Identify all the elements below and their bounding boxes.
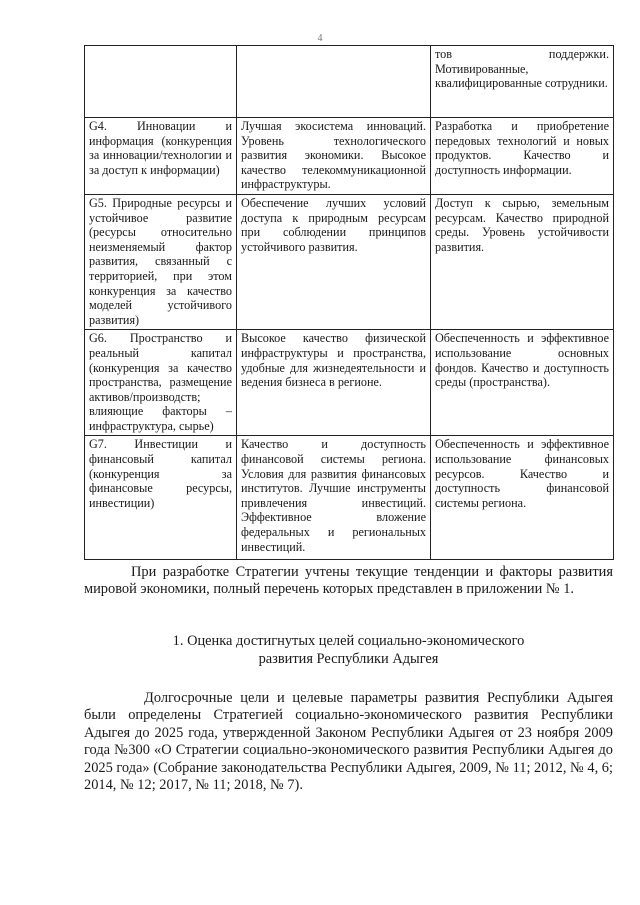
table-cell-conditions: Обеспечение лучших условий доступа к природным ресурсам при соблюдении принципов устойчивого развития.	[237, 194, 431, 329]
table-cell-factor	[85, 46, 237, 118]
table-cell-indicators: Обеспеченность и эффективное использование финансовых ресурсов. Качество и доступность финансовой системы региона.	[431, 436, 614, 560]
page-number: 4	[317, 33, 323, 44]
table-cell-factor: G4. Инновации и информация (конкуренция за инновации/технологии и за доступ к информации)	[85, 118, 237, 195]
table-cell-factor: G7. Инвестиции и финансовый капитал (конкуренция за финансовые ресурсы, инвестиции)	[85, 436, 237, 560]
table-cell-conditions: Качество и доступность финансовой системы региона. Условия для развития финансовых институтов. Лучшие инструменты привлечения инвестиций. Эффективное вложение федеральных и региональных инвестиций.	[237, 436, 431, 560]
table-cell-indicators: Обеспеченность и эффективное использование основных фондов. Качество и доступность среды (пространства).	[431, 330, 614, 436]
table-row	[85, 194, 614, 329]
table-row	[85, 436, 614, 560]
table-cell-indicators: тов поддержки. Мотивированные, квалифицированные сотрудники.	[431, 46, 614, 118]
table-cell-factor: G6. Пространство и реальный капитал (конкуренция за качество пространства, размещение активов/производств; влияющие факторы – инфраструктура, сырье)	[85, 330, 237, 436]
table-cell-conditions: Высокое качество физической инфраструктуры и пространства, удобные для жизнедеятельности и ведения бизнеса в регионе.	[237, 330, 431, 436]
table-cell-factor: G5. Природные ресурсы и устойчивое развитие (ресурсы относительно неизменяемый фактор развития, связанный с территорией, при этом конкуренция за качество моделей устойчивого развития)	[85, 194, 237, 329]
section-heading-line: развития Республики Адыгея	[258, 650, 439, 667]
section-heading-line: 1. Оценка достигнутых целей социально-экономического	[172, 633, 525, 649]
table-cell-conditions	[237, 46, 431, 118]
table-cell-indicators: Разработка и приобретение передовых технологий и новых продуктов. Качество и доступность информации.	[431, 118, 614, 195]
section-heading	[84, 633, 613, 668]
factors-table	[84, 45, 614, 560]
table-row	[85, 46, 614, 118]
table-row	[85, 118, 614, 195]
table-row	[85, 330, 614, 436]
table-cell-conditions: Лучшая экосистема инноваций. Уровень технологического развития экономики. Высокое качество телекоммуникационной инфраструктуры.	[237, 118, 431, 195]
table-cell-indicators: Доступ к сырью, земельным ресурсам. Качество природной среды. Уровень устойчивости развития.	[431, 194, 614, 329]
paragraph-strategy-goals: Долгосрочные цели и целевые параметры развития Республики Адыгея были определены Стратегией социально-экономического развития Республики Адыгея до 2025 года, утвержденной Законом Республики Адыгея от 23 ноября 2009 года №300 «О Стратегии социально-экономического развития Республики Адыгея до 2025 года» (Собрание законодательства Республики Адыгея, 2009, № 11; 2012, № 4, 6; 2014, № 12; 2017, № 11; 2018, № 7).	[84, 690, 613, 794]
paragraph-trends: При разработке Стратегии учтены текущие тенденции и факторы развития мировой экономики, полный перечень которых представлен в приложении № 1.	[84, 564, 613, 598]
